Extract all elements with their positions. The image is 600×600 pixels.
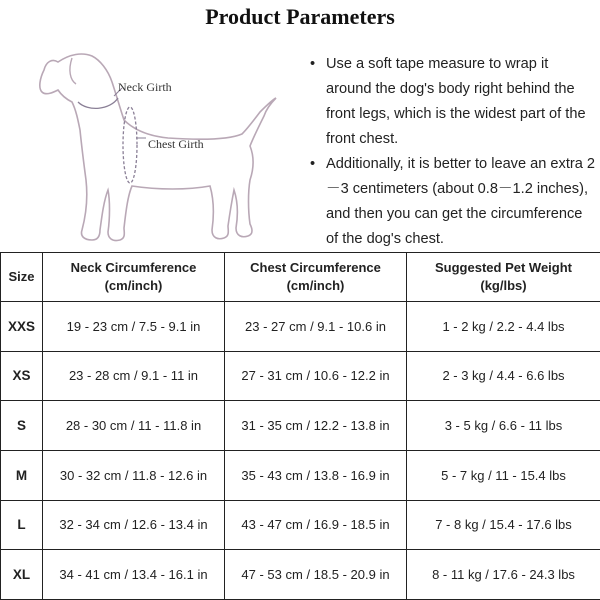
neck-cell: 30 - 32 cm / 11.8 - 12.6 in [43,450,225,500]
table-row [1,351,600,401]
chest-cell: 27 - 31 cm / 10.6 - 12.2 in [225,351,407,401]
table-row [1,302,600,352]
size-chart-table [0,252,600,600]
tip-text: Additionally, it is better to leave an extra 2－3 centimeters (about 0.8－1.2 inches), and then you can get the circumference of the dog's chest. [326,156,596,247]
weight-cell: 7 - 8 kg / 15.4 - 17.6 lbs [407,500,600,550]
neck-girth-label: Neck Girth [118,80,172,94]
page-title: Product Parameters [205,4,395,29]
measurement-tips [306,52,596,252]
tip-item [306,152,596,252]
neck-cell: 34 - 41 cm / 13.4 - 16.1 in [43,550,225,600]
weight-cell: 1 - 2 kg / 2.2 - 4.4 lbs [407,302,600,352]
table-header-row [1,253,600,302]
table-row [1,550,600,600]
neck-girth-line [78,98,118,108]
size-cell: XL [1,550,43,600]
chest-cell: 35 - 43 cm / 13.8 - 16.9 in [225,450,407,500]
size-cell: XS [1,351,43,401]
size-cell: L [1,500,43,550]
chest-cell: 43 - 47 cm / 16.9 - 18.5 in [225,500,407,550]
chest-girth-loop [123,107,137,183]
header-neck-circumference: Neck Circumference (cm/inch) [43,253,225,302]
header-suggested-weight: Suggested Pet Weight (kg/lbs) [407,253,600,302]
chest-cell: 23 - 27 cm / 9.1 - 10.6 in [225,302,407,352]
dog-diagram [28,40,298,250]
size-cell: M [1,450,43,500]
table-row [1,450,600,500]
weight-cell: 5 - 7 kg / 11 - 15.4 lbs [407,450,600,500]
tip-text: Use a soft tape measure to wrap it around the dog's body right behind the front legs, which is the widest part of the front chest. [326,56,586,147]
weight-cell: 8 - 11 kg / 17.6 - 24.3 lbs [407,550,600,600]
weight-cell: 3 - 5 kg / 6.6 - 11 lbs [407,401,600,451]
neck-cell: 19 - 23 cm / 7.5 - 9.1 in [43,302,225,352]
weight-cell: 2 - 3 kg / 4.4 - 6.6 lbs [407,351,600,401]
neck-cell: 23 - 28 cm / 9.1 - 11 in [43,351,225,401]
chest-cell: 47 - 53 cm / 18.5 - 20.9 in [225,550,407,600]
size-cell: S [1,401,43,451]
dog-ear [70,58,76,84]
tip-item [306,52,596,152]
neck-cell: 28 - 30 cm / 11 - 11.8 in [43,401,225,451]
chest-girth-label: Chest Girth [148,137,204,151]
size-cell: XXS [1,302,43,352]
table-row [1,401,600,451]
header-chest-circumference: Chest Circumference (cm/inch) [225,253,407,302]
table-row [1,500,600,550]
chest-cell: 31 - 35 cm / 12.2 - 13.8 in [225,401,407,451]
neck-cell: 32 - 34 cm / 12.6 - 13.4 in [43,500,225,550]
header-size: Size [1,253,43,302]
